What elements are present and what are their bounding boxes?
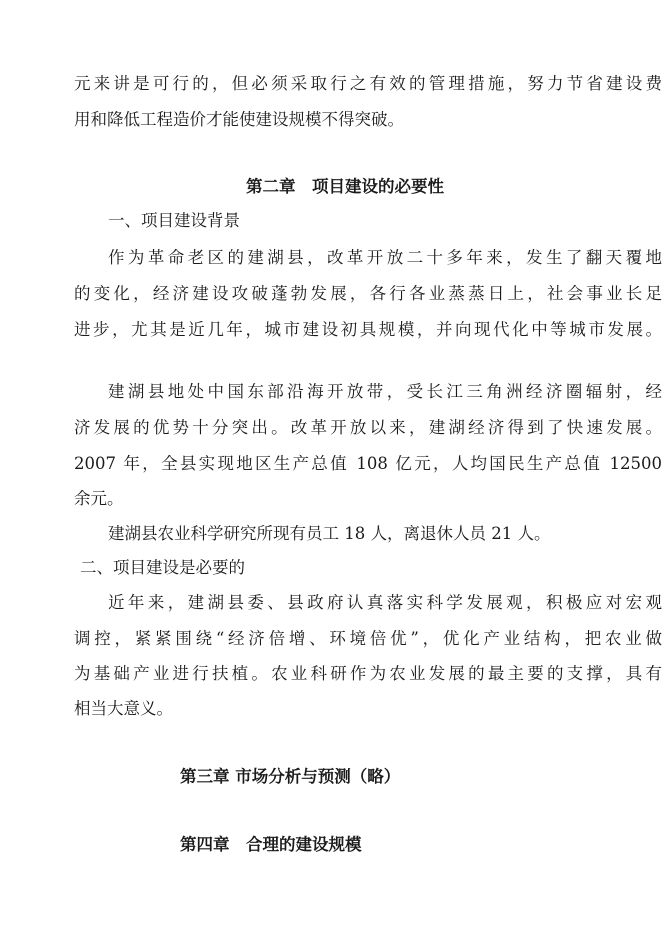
chapter-2-heading: 第二章 项目建设的必要性 — [246, 177, 444, 196]
section-1-para-1-line-3: 进步，尤其是近几年，城市建设初具规模，并向现代化中等城市发展。 — [74, 320, 662, 339]
section-1-para-1-line-1: 作为革命老区的建湖县，改革开放二十多年来，发生了翻天覆地 — [108, 248, 662, 267]
section-1-title: 一、项目建设背景 — [108, 211, 240, 230]
section-2-para-line-4: 相当大意义。 — [74, 699, 173, 718]
section-1-para-2-line-3: 2007 年，全县实现地区生产总值 108 亿元，人均国民生产总值 12500 — [74, 454, 662, 473]
section-2-para-line-1: 近年来，建湖县委、县政府认真落实科学发展观，积极应对宏观 — [108, 593, 662, 612]
section-1-para-2-line-4: 余元。 — [74, 489, 124, 508]
section-1-para-1-line-2: 的变化，经济建设攻破蓬勃发展，各行各业蒸蒸日上，社会事业长足 — [74, 284, 662, 303]
chapter-3-heading: 第三章 市场分析与预测（略） — [180, 767, 401, 786]
intro-line-1: 元来讲是可行的，但必须采取行之有效的管理措施，努力节省建设费 — [74, 74, 662, 93]
section-1-para-2-line-2: 济发展的优势十分突出。改革开放以来，建湖经济得到了快速发展。 — [74, 418, 662, 437]
chapter-4-heading: 第四章 合理的建设规模 — [180, 835, 362, 854]
section-1-para-3: 建湖县农业科学研究所现有员工 18 人，离退休人员 21 人。 — [108, 524, 551, 543]
intro-line-2: 用和降低工程造价才能使建设规模不得突破。 — [74, 110, 404, 129]
section-2-para-line-2: 调控，紧紧围绕“经济倍增、环境倍优”，优化产业结构，把农业做 — [74, 629, 662, 648]
section-1-para-2-line-1: 建湖县地处中国东部沿海开放带，受长江三角洲经济圈辐射，经 — [108, 382, 662, 401]
section-2-title: 二、项目建设是必要的 — [80, 558, 245, 577]
section-2-para-line-3: 为基础产业进行扶植。农业科研作为农业发展的最主要的支撑，具有 — [74, 664, 662, 683]
